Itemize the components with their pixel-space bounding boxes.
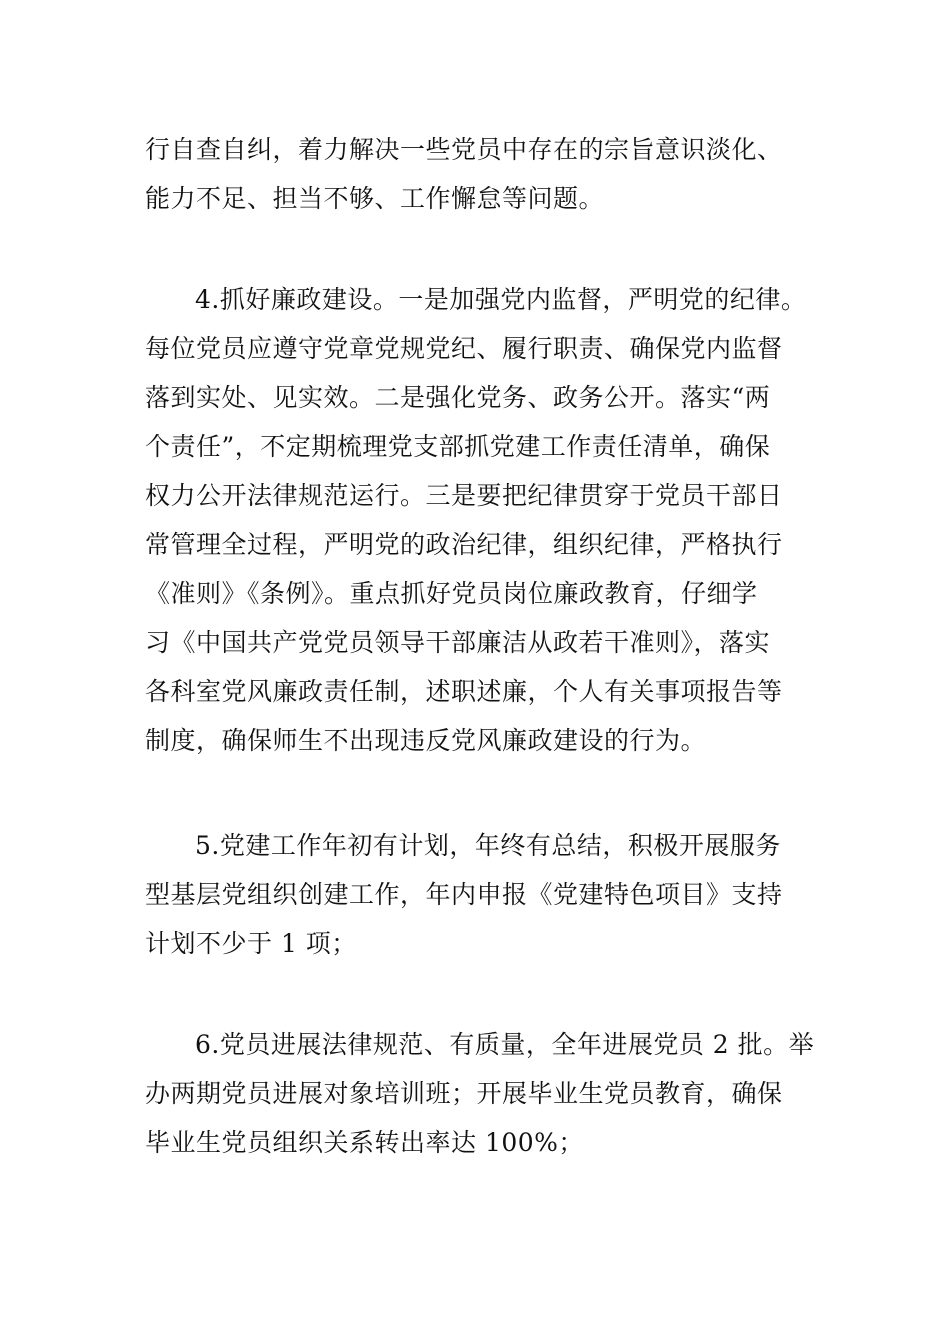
text-line: 权力公开法律规范运行。三是要把纪律贯穿于党员干部日	[145, 481, 783, 510]
text-line: 能力不足、担当不够、工作懈怠等问题。	[145, 184, 605, 213]
text-line: 办两期党员进展对象培训班；开展毕业生党员教育，确保	[145, 1079, 783, 1108]
text-line: 型基层党组织创建工作，年内申报《党建特色项目》支持	[145, 880, 783, 909]
text-line: 5.党建工作年初有计划，年终有总结，积极开展服务	[195, 831, 781, 860]
text-line: 6.党员进展法律规范、有质量，全年进展党员 2 批。举	[195, 1030, 815, 1059]
text-line: 制度，确保师生不出现违反党风廉政建设的行为。	[145, 726, 707, 755]
text-line: 4.抓好廉政建设。一是加强党内监督，严明党的纪律。	[195, 285, 807, 314]
text-line: 各科室党风廉政责任制，述职述廉，个人有关事项报告等	[145, 677, 783, 706]
paragraph-continuation	[145, 125, 845, 223]
text-line: 常管理全过程，严明党的政治纪律，组织纪律，严格执行	[145, 530, 783, 559]
text-line: 计划不少于 1 项；	[145, 929, 357, 958]
paragraph-item-6	[145, 1020, 845, 1167]
text-line: 落到实处、见实效。二是强化党务、政务公开。落实“两	[145, 383, 771, 412]
paragraph-item-4	[145, 275, 845, 765]
text-line: 行自查自纠，着力解决一些党员中存在的宗旨意识淡化、	[145, 135, 783, 164]
text-line: 习《中国共产党党员领导干部廉洁从政若干准则》，落实	[145, 628, 771, 657]
paragraph-item-5	[145, 821, 845, 968]
text-line: 毕业生党员组织关系转出率达 100%；	[145, 1128, 584, 1157]
text-line: 每位党员应遵守党章党规党纪、履行职责、确保党内监督	[145, 334, 783, 363]
text-line: 《准则》《条例》。重点抓好党员岗位廉政教育，仔细学	[145, 579, 758, 608]
text-line: 个责任”，不定期梳理党支部抓党建工作责任清单，确保	[145, 432, 771, 461]
